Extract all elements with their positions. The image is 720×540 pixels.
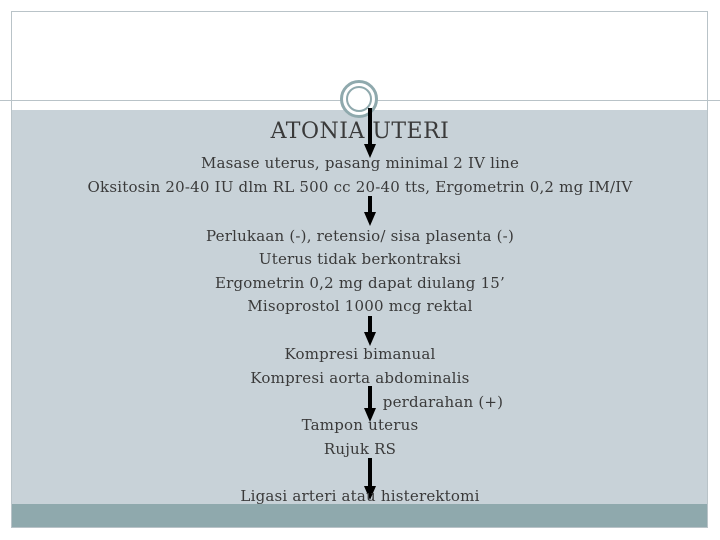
step3-line: Tampon uterus xyxy=(301,416,419,434)
step2-line: Misoprostol 1000 mcg rektal xyxy=(247,297,473,315)
step2-line: Perlukaan (-), retensio/ sisa plasenta (-) xyxy=(206,227,514,245)
step2-line: Ergometrin 0,2 mg dapat diulang 15’ xyxy=(214,274,506,292)
page-title: ATONIA UTERI xyxy=(270,119,450,144)
step3-line: perdarahan (+) xyxy=(382,393,504,411)
step3-line: Kompresi bimanual xyxy=(284,345,436,363)
step1-line: Oksitosin 20-40 IU dlm RL 500 cc 20-40 tts, Ergometrin 0,2 mg IM/IV xyxy=(87,178,633,196)
step3-line: Kompresi aorta abdominalis xyxy=(250,369,470,387)
step4-line: Ligasi arteri atau histerektomi xyxy=(240,487,480,505)
arrow-2-icon xyxy=(364,196,376,226)
step1-line: Masase uterus, pasang minimal 2 IV line xyxy=(200,154,520,172)
step2-line: Uterus tidak berkontraksi xyxy=(258,250,462,268)
arrow-3-icon xyxy=(364,316,376,346)
step3-line: Rujuk RS xyxy=(323,440,397,458)
